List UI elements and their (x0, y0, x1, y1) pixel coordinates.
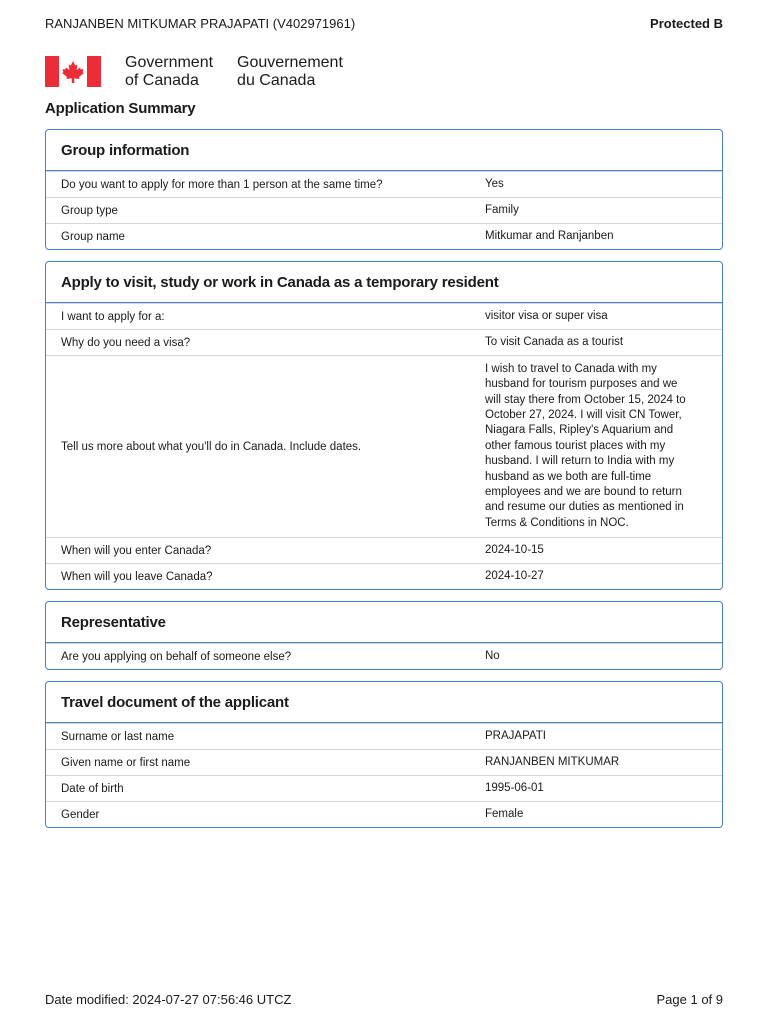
wordmark-fr-line2: du Canada (237, 72, 316, 89)
answer-value: 2024-10-15 (485, 543, 544, 556)
question-label: When will you leave Canada? (61, 570, 213, 583)
table-row (46, 303, 722, 329)
wordmark-english (125, 54, 213, 90)
answer-value: 1995-06-01 (485, 781, 544, 794)
date-modified: Date modified: 2024-07-27 07:56:46 UTCZ (45, 992, 292, 1007)
table-row (46, 329, 722, 355)
applicant-name: RANJANBEN MITKUMAR PRAJAPATI (V402971961) (45, 16, 356, 31)
answer-value: Mitkumar and Ranjanben (485, 229, 614, 242)
answer-value: Yes (485, 177, 504, 190)
table-row (46, 643, 722, 669)
question-label: Do you want to apply for more than 1 person at the same time? (61, 178, 383, 191)
section-title: Representative (46, 602, 722, 643)
page-title: Application Summary (45, 100, 196, 117)
answer-value: 2024-10-27 (485, 569, 544, 582)
question-label: When will you enter Canada? (61, 544, 212, 557)
table-row (46, 223, 722, 249)
answer-value: visitor visa or super visa (485, 309, 608, 322)
page-number: Page 1 of 9 (656, 992, 723, 1007)
table-row (46, 749, 722, 775)
answer-value: I wish to travel to Canada with my husband for tourism purposes and we will stay there from October 15, 2024 to October 27, 2024. I will visit CN Tower, Niagara Falls, Ripley's Aquarium and other famous tourist places with my husband. I will return to India with my husband as we both are full-time employees and we are bound to return and resume our duties as mentioned in Terms & Conditions in NOC. (485, 362, 686, 529)
question-label: Gender (61, 808, 100, 821)
table-row (46, 563, 722, 589)
answer-value: Family (485, 203, 519, 216)
question-label: Why do you need a visa? (61, 336, 191, 349)
section-travel-document (45, 681, 723, 828)
question-label: Group name (61, 230, 125, 243)
government-of-canada-logo (45, 54, 343, 90)
table-row (46, 197, 722, 223)
table-row (46, 723, 722, 749)
summary-sections (45, 129, 723, 839)
wordmark-en-line2: of Canada (125, 72, 199, 89)
question-label: Surname or last name (61, 730, 175, 743)
wordmark-fr-line1: Gouvernement (237, 54, 343, 71)
document-footer (45, 992, 723, 1007)
document-header (45, 16, 723, 31)
question-label: Tell us more about what you'll do in Canada. Include dates. (61, 440, 362, 453)
answer-value: Female (485, 807, 524, 820)
section-temporary-resident (45, 261, 723, 590)
question-label: Given name or first name (61, 756, 191, 769)
question-label: Group type (61, 204, 118, 217)
section-group-information (45, 129, 723, 250)
question-label: I want to apply for a: (61, 310, 165, 323)
table-row (46, 355, 722, 537)
canada-flag-icon (45, 56, 101, 87)
answer-value: No (485, 649, 500, 662)
wordmark-french (237, 54, 343, 90)
section-title: Apply to visit, study or work in Canada as a temporary resident (46, 262, 722, 303)
question-label: Date of birth (61, 782, 124, 795)
question-label: Are you applying on behalf of someone else? (61, 650, 292, 663)
section-title: Travel document of the applicant (46, 682, 722, 723)
table-row (46, 537, 722, 563)
table-row (46, 171, 722, 197)
answer-value: PRAJAPATI (485, 729, 546, 742)
classification-label: Protected B (650, 16, 723, 31)
section-representative (45, 601, 723, 670)
table-row (46, 775, 722, 801)
table-row (46, 801, 722, 827)
wordmark-en-line1: Government (125, 54, 214, 71)
answer-value: To visit Canada as a tourist (485, 335, 624, 348)
answer-value: RANJANBEN MITKUMAR (485, 755, 620, 768)
section-title: Group information (46, 130, 722, 171)
